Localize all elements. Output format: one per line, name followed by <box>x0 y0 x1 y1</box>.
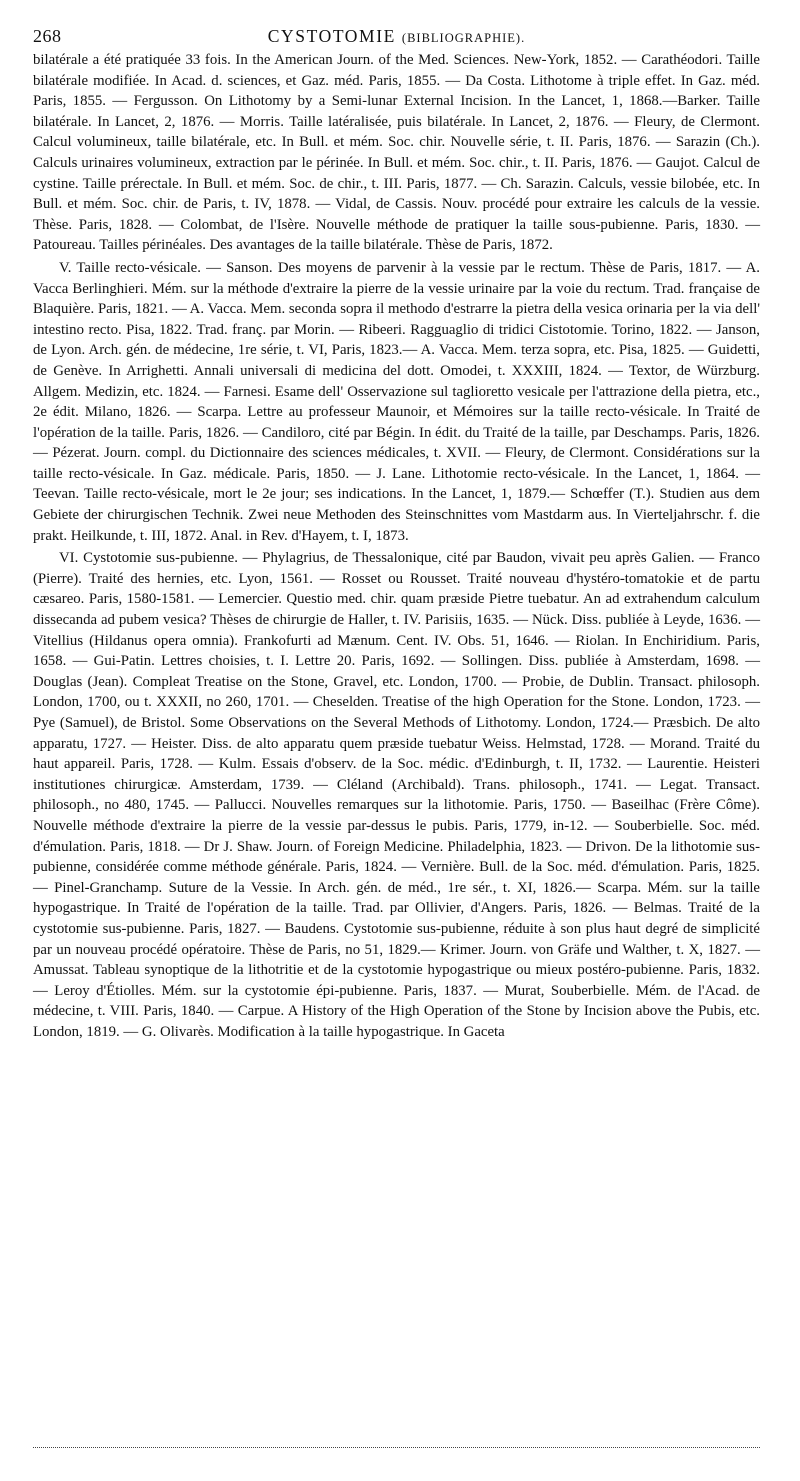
page-number: 268 <box>33 26 62 46</box>
footer-dotted-rule <box>33 1447 760 1458</box>
running-head-subtitle: (BIBLIOGRAPHIE). <box>401 31 526 45</box>
bibliography-paragraph: V. Taille recto-vésicale. — Sanson. Des moyens de parvenir à la vessie par le rectum. Thèse de Paris, 1817. — A. Vacca Berlinghieri. Mém. sur la méthode d'extraire la pierre de la vessie urinaire par la voie du rectum. Trad. française de Blaquière. Paris, 1821. — A. Vacca. Mem. seconda sopra il methodo d'estrarre la pietra della vesica orinaria per la via dell' intestino recto. Pisa, 1822. Trad. franç. par Morin. — Ribeeri. Ragguaglio di tridici Cistotomie. Torino, 1822. — Janson, de Lyon. Arch. gén. de médecine, 1re série, t. VI, Paris, 1823.— A. Vacca. Mem. terza sopra, etc. Pisa, 1825. — Guidetti, de Genève. In Arrighetti. Annali universali di medicina del dott. Omodei, t. XXXIII, 1824. — Textor, de Würzburg. Allgem. Medizin, etc. 1824. — Farnesi. Esame dell' Osservazione sul taglioretto vesicale per l'attrazione della pietra, etc., 2e édit. Milano, 1826. — Scarpa. Lettre au professeur Maunoir, et Mémoires sur la taille recto-vésicale. In Traité de l'opération de la taille. Paris, 1826. — Candiloro, cité par Bégin. In édit. du Traité de la taille, par Deschamps. Paris, 1826. — Pézerat. Journ. compl. du Dictionnaire des sciences médicales, t. XVII. — Fleury, de Clermont. Considérations sur la taille recto-vésicale. In Gaz. médicale. Paris, 1850. — J. Lane. Lithotomie recto-vésicale. In the Lancet, 1, 1864. — Teevan. Taille recto-vésicale, mort le 2e jour; ses indications. In the Lancet, 1, 1879.— Schœffer (T.). Studien aus dem Gebiete der chirurgischen Technik. Zwei neue Methoden des Steinschnittes vom Mastdarm aus. In Vierteljahrschr. f. die prakt. Heilkunde, t. III, 1872. Anal. in Rev. d'Hayem, t. I, 1873. <box>33 259 760 544</box>
running-head <box>33 26 760 49</box>
bibliography-body <box>33 50 760 1043</box>
bibliography-paragraph: bilatérale a été pratiquée 33 fois. In the American Journ. of the Med. Sciences. New-York, 1852. — Carathéodori. Taille bilatérale modifiée. In Acad. d. sciences, et Gaz. méd. Paris, 1855. — Da Costa. Lithotome à triple effet. In Gaz. méd. Paris, 1855. — Fergusson. On Lithotomy by a Semi-lunar External Incision. In the Lancet, 1, 1868.—Barker. Taille bilatérale. In Lancet, 2, 1876. — Morris. Taille latéralisée, puis bilatérale. In Lancet, 2, 1876. — Fleury, de Clermont. Calcul volumineux, taille bilatérale, etc. In Bull. et mém. Soc. chir. Nouvelle série, t. II. Paris, 1876. — Sarazin (Ch.). Calculs urinaires volumineux, extraction par le périnée. In Bull. et mém. Soc. chir., t. II. Paris, 1876. — Gaujot. Calcul de cystine. Taille prérectale. In Bull. et mém. Soc. de chir., t. III. Paris, 1877. — Ch. Sarazin. Calculs, vessie bilobée, etc. In Bull. et mém. Soc. chir. de Paris, t. IV, 1878. — Vidal, de Cassis. Nouv. procédé pour extraire les calculs de la vessie. Thèse. Paris, 1828. — Colombat, de l'Isère. Nouvelle méthode de pratiquer la taille sous-pubienne. Paris, 1830. — Patoureau. Tailles périnéales. Des avantages de la taille bilatérale. Thèse de Paris, 1872. <box>33 52 760 254</box>
running-head-title: CYSTOTOMIE <box>267 26 396 46</box>
page-header <box>33 22 760 48</box>
bibliography-paragraph: VI. Cystotomie sus-pubienne. — Phylagrius, de Thessalonique, cité par Baudon, vivait peu après Galien. — Franco (Pierre). Traité des hernies, etc. Lyon, 1561. — Rosset ou Rousset. Traité nouveau d'hystéro-tomatokie et de partu cæsareo. Paris, 1580-1581. — Lemercier. Questio med. chir. quam præside Pietre tuebatur. An ad extrahendum calculum dissecanda ad pubem vesica? Thèses de chirurgie de Haller, t. IV. Parisiis, 1635. — Nück. Diss. publiée à Leyde, 1636. — Vitellius (Hildanus opera omnia). Frankofurti ad Mænum. Cent. IV. Obs. 51, 1646. — Riolan. In Enchiridium. Paris, 1658. — Gui-Patin. Lettres choisies, t. I. Lettre 20. Paris, 1692. — Sollingen. Diss. publiée à Amsterdam, 1698. — Douglas (Jean). Compleat Treatise on the Stone, Gravel, etc. London, 1700. — Probie, de Dublin. Transact. philosoph. London, 1700, ou t. XXXII, no 260, 1701. — Cheselden. Treatise of the high Operation for the Stone. London, 1723. — Pye (Samuel), de Bristol. Some Observations on the Several Methods of Lithotomy. London, 1724.— Præsbich. De alto apparatu, 1727. — Heister. Diss. de alto apparatu quem præside tuebatur Weiss. Helmstad, 1728. — Morand. Traité du haut appareil. Paris, 1728. — Kulm. Essais d'observ. de la Soc. médic. d'Edinburgh, t. II, 1732. — Laurentie. Heisteri institutiones chirurgicæ. Amsterdam, 1739. — Cléland (Archibald). Trans. philosoph., 1741. — Legat. Transact. philosoph., no 480, 1745. — Pallucci. Nouvelles remarques sur la lithotomie. Paris, 1750. — Baseilhac (Frère Côme). Nouvelle méthode d'extraire la pierre de la vessie par-dessus le pubis. Paris, 1779, in-12. — Souberbielle. Soc. méd. d'émulation. Paris, 1818. — Dr J. Shaw. Journ. of Foreign Medicine. Philadelphia, 1823. — Drivon. De la lithotomie sus-pubienne, considérée comme méthode générale. Paris, 1824. — Vernière. Bull. de la Soc. méd. d'émulation. Paris, 1825. — Pinel-Granchamp. Suture de la Vessie. In Arch. gén. de méd., 1re sér., t. XI, 1826.— Scarpa. Mém. sur la taille hypogastrique. In Traité de l'opération de la taille. Trad. par Ollivier, d'Angers. Paris, 1826. — Belmas. Traité de la cystotomie sus-pubienne. Paris, 1827. — Baudens. Cystotomie sus-pubienne, réduite à son plus haut degré de simplicité par un nouveau procédé opératoire. Thèse de Paris, no 51, 1829.— Krimer. Journ. von Gräfe und Walther, t. X, 1827. — Amussat. Tableau synoptique de la lithotritie et de la cystotomie hypogastrique ou mieux postéro-pubienne. Paris, 1832. — Leroy d'Étiolles. Mém. sur la cystotomie épi-pubienne. Paris, 1837. — Murat, Souberbielle. Mém. de l'Acad. de médecine, t. VIII. Paris, 1840. — Carpue. A History of the High Operation of the Stone by Incision above the Pubis, etc. London, 1819. — G. Olivarès. Modification à la taille hypogastrique. In Gaceta <box>33 550 760 1040</box>
